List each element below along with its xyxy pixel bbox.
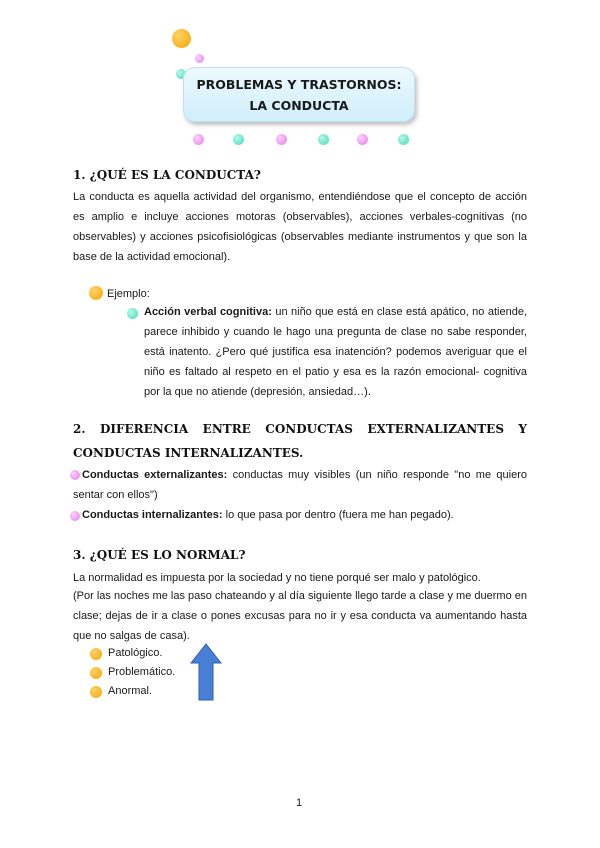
bullet-orange-icon [90,648,102,660]
bullet-pink-icon [70,511,80,521]
externalizing-paragraph [73,465,527,505]
decor-row-dot [357,134,368,145]
section-2-heading: 2. DIFERENCIA ENTRE CONDUCTAS EXTERNALIZANTES Y CONDUCTAS INTERNALIZANTES. [73,422,527,460]
section-3-paragraph: (Por las noches me las paso chateando y al día siguiente llego tarde a clase y me duermo en clase; dejas de ir a clase o pones excusas para no ir y esa conducta va aumentando hasta que no salgas de casa). [73,590,527,642]
list-item: Patológico. [108,647,163,659]
decor-row-dot [233,134,244,145]
decor-pink-dot [195,54,204,63]
title-box [183,67,415,122]
internalizing-text: lo que pasa por dentro (fuera me han pegado). [222,509,454,521]
internalizing-term: Conductas internalizantes: [82,509,223,521]
page-number: 1 [296,797,303,809]
example-paragraph [144,302,527,402]
section-1-paragraph: La conducta es aquella actividad del organismo, entendiéndose que el concepto de acción es amplio e incluye acciones motoras (observables), acciones verbales-cognitivas (no observables) y acciones psicofisiológicas (observables mediante instrumentos y que son la base de la actividad emocional). [73,191,527,263]
example-text: un niño que está en clase está apático, no atiende, parece inhibido y cuando le hago una pregunta de clase no sabe responder, está inatento. ¿Pero qué justifica esa inatención? podemos averiguar que el niño es faltado al respeto en el patio y esa es la razón emocional- cognitiva por la que no atiende (depresión, ansiedad…). [144,306,527,398]
externalizing-text: conductas muy visibles (un niño responde "no me quiero sentar con ellos") [73,469,527,501]
list-item: Anormal. [108,685,153,697]
bullet-orange-icon [90,686,102,698]
section-3-line: La normalidad es impuesta por la sociedad y no tiene porqué ser malo y patológico. [73,572,481,584]
up-arrow-icon [190,643,222,701]
decor-row-dot [398,134,409,145]
internalizing-paragraph [82,505,527,525]
example-term: Acción verbal cognitiva: [144,306,272,318]
bullet-orange-icon [90,667,102,679]
example-label: Ejemplo: [107,288,150,300]
bullet-orange-icon [89,286,103,300]
section-1-heading: 1. ¿QUÉ ES LA CONDUCTA? [73,168,261,182]
decor-row-dot [193,134,204,145]
section-3-heading: 3. ¿QUÉ ES LO NORMAL? [73,548,246,562]
title-line-2: LA CONDUCTA [249,98,349,113]
list-item: Problemático. [108,666,176,678]
title-line-1: PROBLEMAS Y TRASTORNOS: [196,77,402,92]
bullet-cyan-icon [127,308,138,319]
externalizing-term: Conductas externalizantes: [82,469,228,481]
decor-row-dot [276,134,287,145]
decor-orange-dot [172,29,191,48]
decor-row-dot [318,134,329,145]
